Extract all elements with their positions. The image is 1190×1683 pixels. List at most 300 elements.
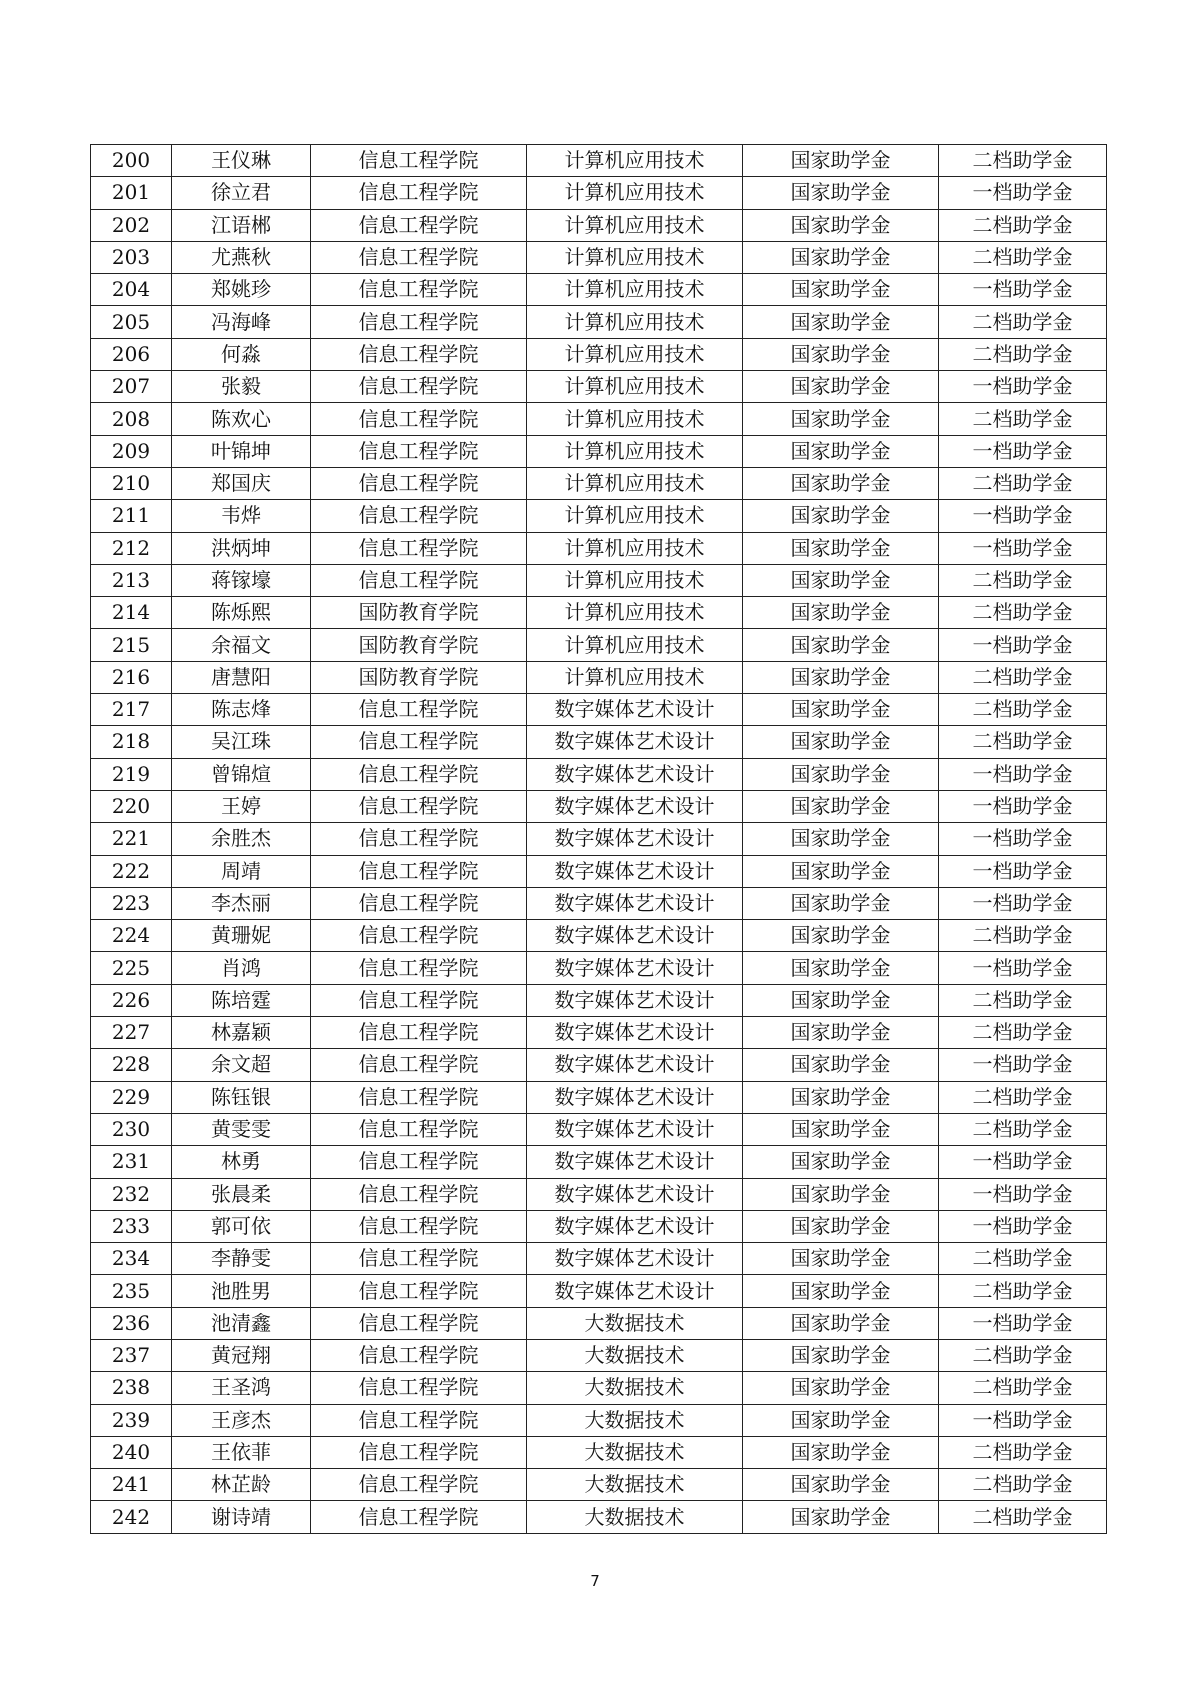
major-cell: 数字媒体艺术设计: [527, 694, 743, 726]
major-cell: 数字媒体艺术设计: [527, 1146, 743, 1178]
major-cell: 数字媒体艺术设计: [527, 823, 743, 855]
student-name-cell: 黄雯雯: [172, 1113, 311, 1145]
grant-level-cell: 一档助学金: [939, 855, 1107, 887]
table-row: [91, 177, 1107, 209]
student-name-cell: 何淼: [172, 338, 311, 370]
student-name-cell: 池胜男: [172, 1275, 311, 1307]
grant-level-cell: 二档助学金: [939, 661, 1107, 693]
row-index-cell: 208: [91, 403, 172, 435]
row-index-cell: 226: [91, 984, 172, 1016]
row-index-cell: 210: [91, 467, 172, 499]
row-index-cell: 227: [91, 1017, 172, 1049]
table-row: [91, 467, 1107, 499]
page-number: 7: [590, 1572, 600, 1590]
grant-type-cell: 国家助学金: [743, 145, 939, 177]
student-name-cell: 叶锦坤: [172, 435, 311, 467]
grant-level-cell: 二档助学金: [939, 241, 1107, 273]
scholarship-list-sheet: [90, 144, 1106, 1534]
college-cell: 国防教育学院: [311, 661, 527, 693]
table-row: [91, 1372, 1107, 1404]
table-row: [91, 1017, 1107, 1049]
grant-level-cell: 二档助学金: [939, 984, 1107, 1016]
grant-type-cell: 国家助学金: [743, 500, 939, 532]
row-index-cell: 242: [91, 1501, 172, 1533]
college-cell: 信息工程学院: [311, 1146, 527, 1178]
row-index-cell: 205: [91, 306, 172, 338]
student-name-cell: 江语郴: [172, 209, 311, 241]
college-cell: 信息工程学院: [311, 694, 527, 726]
row-index-cell: 238: [91, 1372, 172, 1404]
grant-level-cell: 二档助学金: [939, 145, 1107, 177]
college-cell: 信息工程学院: [311, 790, 527, 822]
student-name-cell: 陈志烽: [172, 694, 311, 726]
major-cell: 数字媒体艺术设计: [527, 1275, 743, 1307]
student-name-cell: 唐慧阳: [172, 661, 311, 693]
grant-type-cell: 国家助学金: [743, 177, 939, 209]
student-name-cell: 张毅: [172, 371, 311, 403]
college-cell: 信息工程学院: [311, 209, 527, 241]
row-index-cell: 224: [91, 920, 172, 952]
row-index-cell: 212: [91, 532, 172, 564]
row-index-cell: 229: [91, 1081, 172, 1113]
grant-level-cell: 二档助学金: [939, 1081, 1107, 1113]
college-cell: 信息工程学院: [311, 1372, 527, 1404]
row-index-cell: 225: [91, 952, 172, 984]
grant-level-cell: 一档助学金: [939, 1146, 1107, 1178]
college-cell: 信息工程学院: [311, 1436, 527, 1468]
grant-type-cell: 国家助学金: [743, 274, 939, 306]
grant-type-cell: 国家助学金: [743, 306, 939, 338]
college-cell: 信息工程学院: [311, 435, 527, 467]
grant-type-cell: 国家助学金: [743, 1436, 939, 1468]
major-cell: 计算机应用技术: [527, 371, 743, 403]
row-index-cell: 202: [91, 209, 172, 241]
grant-level-cell: 二档助学金: [939, 1469, 1107, 1501]
grant-level-cell: 二档助学金: [939, 1436, 1107, 1468]
table-row: [91, 629, 1107, 661]
table-row: [91, 435, 1107, 467]
college-cell: 信息工程学院: [311, 887, 527, 919]
row-index-cell: 217: [91, 694, 172, 726]
row-index-cell: 211: [91, 500, 172, 532]
student-name-cell: 李静雯: [172, 1243, 311, 1275]
grant-type-cell: 国家助学金: [743, 338, 939, 370]
student-name-cell: 陈培霆: [172, 984, 311, 1016]
college-cell: 信息工程学院: [311, 532, 527, 564]
table-row: [91, 1339, 1107, 1371]
major-cell: 数字媒体艺术设计: [527, 1017, 743, 1049]
table-row: [91, 306, 1107, 338]
major-cell: 计算机应用技术: [527, 597, 743, 629]
grant-level-cell: 二档助学金: [939, 306, 1107, 338]
major-cell: 计算机应用技术: [527, 500, 743, 532]
major-cell: 数字媒体艺术设计: [527, 758, 743, 790]
grant-type-cell: 国家助学金: [743, 1307, 939, 1339]
table-row: [91, 694, 1107, 726]
grant-level-cell: 一档助学金: [939, 629, 1107, 661]
grant-type-cell: 国家助学金: [743, 403, 939, 435]
row-index-cell: 232: [91, 1178, 172, 1210]
student-name-cell: 谢诗靖: [172, 1501, 311, 1533]
grant-type-cell: 国家助学金: [743, 467, 939, 499]
student-name-cell: 曾锦煊: [172, 758, 311, 790]
college-cell: 信息工程学院: [311, 1339, 527, 1371]
college-cell: 信息工程学院: [311, 1307, 527, 1339]
major-cell: 数字媒体艺术设计: [527, 790, 743, 822]
student-name-cell: 韦烨: [172, 500, 311, 532]
major-cell: 计算机应用技术: [527, 564, 743, 596]
major-cell: 数字媒体艺术设计: [527, 1243, 743, 1275]
grant-type-cell: 国家助学金: [743, 1146, 939, 1178]
major-cell: 计算机应用技术: [527, 209, 743, 241]
student-name-cell: 吴江珠: [172, 726, 311, 758]
major-cell: 数字媒体艺术设计: [527, 1049, 743, 1081]
grant-type-cell: 国家助学金: [743, 1049, 939, 1081]
grant-type-cell: 国家助学金: [743, 1372, 939, 1404]
grant-type-cell: 国家助学金: [743, 564, 939, 596]
table-row: [91, 338, 1107, 370]
grant-type-cell: 国家助学金: [743, 1339, 939, 1371]
grant-type-cell: 国家助学金: [743, 758, 939, 790]
major-cell: 计算机应用技术: [527, 145, 743, 177]
major-cell: 数字媒体艺术设计: [527, 1210, 743, 1242]
student-name-cell: 王仪琳: [172, 145, 311, 177]
college-cell: 信息工程学院: [311, 1049, 527, 1081]
row-index-cell: 206: [91, 338, 172, 370]
major-cell: 计算机应用技术: [527, 435, 743, 467]
grant-level-cell: 一档助学金: [939, 952, 1107, 984]
grant-level-cell: 二档助学金: [939, 209, 1107, 241]
grant-level-cell: 一档助学金: [939, 435, 1107, 467]
major-cell: 计算机应用技术: [527, 403, 743, 435]
row-index-cell: 237: [91, 1339, 172, 1371]
college-cell: 信息工程学院: [311, 145, 527, 177]
college-cell: 信息工程学院: [311, 177, 527, 209]
student-name-cell: 林芷龄: [172, 1469, 311, 1501]
grant-type-cell: 国家助学金: [743, 1469, 939, 1501]
college-cell: 信息工程学院: [311, 920, 527, 952]
college-cell: 信息工程学院: [311, 823, 527, 855]
student-name-cell: 王彦杰: [172, 1404, 311, 1436]
row-index-cell: 239: [91, 1404, 172, 1436]
student-name-cell: 冯海峰: [172, 306, 311, 338]
grant-type-cell: 国家助学金: [743, 1017, 939, 1049]
grant-level-cell: 二档助学金: [939, 1113, 1107, 1145]
major-cell: 计算机应用技术: [527, 241, 743, 273]
student-name-cell: 李杰丽: [172, 887, 311, 919]
table-row: [91, 500, 1107, 532]
student-name-cell: 尤燕秋: [172, 241, 311, 273]
student-table-body: [91, 145, 1107, 1534]
major-cell: 数字媒体艺术设计: [527, 726, 743, 758]
grant-level-cell: 二档助学金: [939, 597, 1107, 629]
grant-type-cell: 国家助学金: [743, 1501, 939, 1533]
grant-type-cell: 国家助学金: [743, 790, 939, 822]
college-cell: 信息工程学院: [311, 1113, 527, 1145]
student-name-cell: 徐立君: [172, 177, 311, 209]
major-cell: 数字媒体艺术设计: [527, 887, 743, 919]
grant-level-cell: 一档助学金: [939, 823, 1107, 855]
row-index-cell: 214: [91, 597, 172, 629]
grant-level-cell: 一档助学金: [939, 532, 1107, 564]
student-table: [90, 144, 1107, 1534]
college-cell: 国防教育学院: [311, 629, 527, 661]
table-row: [91, 1501, 1107, 1533]
table-row: [91, 209, 1107, 241]
row-index-cell: 233: [91, 1210, 172, 1242]
row-index-cell: 201: [91, 177, 172, 209]
college-cell: 信息工程学院: [311, 338, 527, 370]
grant-level-cell: 一档助学金: [939, 371, 1107, 403]
row-index-cell: 204: [91, 274, 172, 306]
major-cell: 计算机应用技术: [527, 274, 743, 306]
student-name-cell: 郑姚珍: [172, 274, 311, 306]
grant-level-cell: 一档助学金: [939, 1178, 1107, 1210]
major-cell: 计算机应用技术: [527, 661, 743, 693]
college-cell: 信息工程学院: [311, 1081, 527, 1113]
college-cell: 信息工程学院: [311, 1404, 527, 1436]
grant-type-cell: 国家助学金: [743, 887, 939, 919]
grant-type-cell: 国家助学金: [743, 371, 939, 403]
major-cell: 数字媒体艺术设计: [527, 1113, 743, 1145]
grant-level-cell: 一档助学金: [939, 887, 1107, 919]
grant-type-cell: 国家助学金: [743, 209, 939, 241]
major-cell: 数字媒体艺术设计: [527, 920, 743, 952]
row-index-cell: 241: [91, 1469, 172, 1501]
row-index-cell: 218: [91, 726, 172, 758]
college-cell: 信息工程学院: [311, 1210, 527, 1242]
grant-type-cell: 国家助学金: [743, 1178, 939, 1210]
table-row: [91, 952, 1107, 984]
college-cell: 信息工程学院: [311, 306, 527, 338]
college-cell: 信息工程学院: [311, 1501, 527, 1533]
table-row: [91, 1146, 1107, 1178]
row-index-cell: 207: [91, 371, 172, 403]
table-row: [91, 920, 1107, 952]
student-name-cell: 林嘉颖: [172, 1017, 311, 1049]
student-name-cell: 林勇: [172, 1146, 311, 1178]
major-cell: 计算机应用技术: [527, 338, 743, 370]
grant-level-cell: 二档助学金: [939, 467, 1107, 499]
row-index-cell: 220: [91, 790, 172, 822]
table-row: [91, 887, 1107, 919]
student-name-cell: 王依菲: [172, 1436, 311, 1468]
row-index-cell: 221: [91, 823, 172, 855]
row-index-cell: 234: [91, 1243, 172, 1275]
student-name-cell: 肖鸿: [172, 952, 311, 984]
table-row: [91, 403, 1107, 435]
table-row: [91, 984, 1107, 1016]
college-cell: 信息工程学院: [311, 274, 527, 306]
college-cell: 信息工程学院: [311, 500, 527, 532]
major-cell: 数字媒体艺术设计: [527, 855, 743, 887]
college-cell: 信息工程学院: [311, 371, 527, 403]
row-index-cell: 231: [91, 1146, 172, 1178]
grant-level-cell: 二档助学金: [939, 1243, 1107, 1275]
grant-type-cell: 国家助学金: [743, 1113, 939, 1145]
table-row: [91, 1178, 1107, 1210]
table-row: [91, 371, 1107, 403]
table-row: [91, 823, 1107, 855]
row-index-cell: 223: [91, 887, 172, 919]
table-row: [91, 758, 1107, 790]
student-name-cell: 余胜杰: [172, 823, 311, 855]
student-name-cell: 余福文: [172, 629, 311, 661]
grant-type-cell: 国家助学金: [743, 823, 939, 855]
table-row: [91, 532, 1107, 564]
college-cell: 信息工程学院: [311, 855, 527, 887]
table-row: [91, 274, 1107, 306]
row-index-cell: 219: [91, 758, 172, 790]
grant-level-cell: 二档助学金: [939, 726, 1107, 758]
grant-type-cell: 国家助学金: [743, 920, 939, 952]
college-cell: 信息工程学院: [311, 241, 527, 273]
row-index-cell: 240: [91, 1436, 172, 1468]
college-cell: 信息工程学院: [311, 1017, 527, 1049]
grant-level-cell: 一档助学金: [939, 1307, 1107, 1339]
grant-level-cell: 二档助学金: [939, 564, 1107, 596]
grant-level-cell: 二档助学金: [939, 1275, 1107, 1307]
table-row: [91, 1469, 1107, 1501]
table-row: [91, 564, 1107, 596]
table-row: [91, 1049, 1107, 1081]
major-cell: 数字媒体艺术设计: [527, 952, 743, 984]
grant-level-cell: 一档助学金: [939, 177, 1107, 209]
student-name-cell: 陈欢心: [172, 403, 311, 435]
row-index-cell: 222: [91, 855, 172, 887]
college-cell: 信息工程学院: [311, 1469, 527, 1501]
grant-level-cell: 二档助学金: [939, 1372, 1107, 1404]
student-name-cell: 郑国庆: [172, 467, 311, 499]
major-cell: 大数据技术: [527, 1469, 743, 1501]
grant-type-cell: 国家助学金: [743, 661, 939, 693]
student-name-cell: 王圣鸿: [172, 1372, 311, 1404]
grant-level-cell: 二档助学金: [939, 338, 1107, 370]
grant-level-cell: 一档助学金: [939, 500, 1107, 532]
grant-level-cell: 一档助学金: [939, 1404, 1107, 1436]
major-cell: 计算机应用技术: [527, 306, 743, 338]
grant-level-cell: 二档助学金: [939, 1017, 1107, 1049]
major-cell: 数字媒体艺术设计: [527, 1081, 743, 1113]
grant-type-cell: 国家助学金: [743, 241, 939, 273]
grant-type-cell: 国家助学金: [743, 532, 939, 564]
grant-type-cell: 国家助学金: [743, 694, 939, 726]
student-name-cell: 郭可依: [172, 1210, 311, 1242]
grant-level-cell: 二档助学金: [939, 1501, 1107, 1533]
college-cell: 信息工程学院: [311, 564, 527, 596]
grant-type-cell: 国家助学金: [743, 1081, 939, 1113]
grant-type-cell: 国家助学金: [743, 1243, 939, 1275]
student-name-cell: 黄冠翔: [172, 1339, 311, 1371]
grant-level-cell: 二档助学金: [939, 1339, 1107, 1371]
college-cell: 信息工程学院: [311, 467, 527, 499]
table-row: [91, 726, 1107, 758]
table-row: [91, 661, 1107, 693]
college-cell: 信息工程学院: [311, 1178, 527, 1210]
grant-type-cell: 国家助学金: [743, 1404, 939, 1436]
row-index-cell: 235: [91, 1275, 172, 1307]
grant-level-cell: 一档助学金: [939, 1210, 1107, 1242]
student-name-cell: 陈烁熙: [172, 597, 311, 629]
row-index-cell: 230: [91, 1113, 172, 1145]
major-cell: 大数据技术: [527, 1307, 743, 1339]
major-cell: 大数据技术: [527, 1404, 743, 1436]
college-cell: 信息工程学院: [311, 984, 527, 1016]
grant-level-cell: 一档助学金: [939, 758, 1107, 790]
student-name-cell: 池清鑫: [172, 1307, 311, 1339]
grant-level-cell: 一档助学金: [939, 1049, 1107, 1081]
student-name-cell: 陈钰银: [172, 1081, 311, 1113]
table-row: [91, 145, 1107, 177]
college-cell: 信息工程学院: [311, 403, 527, 435]
major-cell: 大数据技术: [527, 1339, 743, 1371]
table-row: [91, 1404, 1107, 1436]
grant-type-cell: 国家助学金: [743, 984, 939, 1016]
row-index-cell: 203: [91, 241, 172, 273]
table-row: [91, 1210, 1107, 1242]
table-row: [91, 241, 1107, 273]
grant-level-cell: 二档助学金: [939, 403, 1107, 435]
student-name-cell: 蒋镓壕: [172, 564, 311, 596]
table-row: [91, 1243, 1107, 1275]
grant-level-cell: 二档助学金: [939, 694, 1107, 726]
major-cell: 大数据技术: [527, 1436, 743, 1468]
student-name-cell: 余文超: [172, 1049, 311, 1081]
grant-type-cell: 国家助学金: [743, 435, 939, 467]
grant-type-cell: 国家助学金: [743, 726, 939, 758]
table-row: [91, 790, 1107, 822]
table-row: [91, 597, 1107, 629]
student-name-cell: 黄珊妮: [172, 920, 311, 952]
row-index-cell: 215: [91, 629, 172, 661]
student-name-cell: 周靖: [172, 855, 311, 887]
college-cell: 信息工程学院: [311, 1275, 527, 1307]
grant-type-cell: 国家助学金: [743, 597, 939, 629]
major-cell: 计算机应用技术: [527, 629, 743, 661]
major-cell: 计算机应用技术: [527, 467, 743, 499]
college-cell: 信息工程学院: [311, 1243, 527, 1275]
student-name-cell: 张晨柔: [172, 1178, 311, 1210]
grant-type-cell: 国家助学金: [743, 855, 939, 887]
grant-type-cell: 国家助学金: [743, 1210, 939, 1242]
grant-level-cell: 二档助学金: [939, 920, 1107, 952]
grant-type-cell: 国家助学金: [743, 1275, 939, 1307]
student-name-cell: 王婷: [172, 790, 311, 822]
major-cell: 大数据技术: [527, 1372, 743, 1404]
grant-level-cell: 一档助学金: [939, 274, 1107, 306]
grant-type-cell: 国家助学金: [743, 952, 939, 984]
major-cell: 大数据技术: [527, 1501, 743, 1533]
table-row: [91, 1307, 1107, 1339]
student-name-cell: 洪炳坤: [172, 532, 311, 564]
major-cell: 计算机应用技术: [527, 532, 743, 564]
college-cell: 国防教育学院: [311, 597, 527, 629]
major-cell: 计算机应用技术: [527, 177, 743, 209]
table-row: [91, 855, 1107, 887]
row-index-cell: 209: [91, 435, 172, 467]
table-row: [91, 1275, 1107, 1307]
row-index-cell: 216: [91, 661, 172, 693]
table-row: [91, 1113, 1107, 1145]
row-index-cell: 200: [91, 145, 172, 177]
table-row: [91, 1081, 1107, 1113]
college-cell: 信息工程学院: [311, 952, 527, 984]
college-cell: 信息工程学院: [311, 758, 527, 790]
row-index-cell: 236: [91, 1307, 172, 1339]
college-cell: 信息工程学院: [311, 726, 527, 758]
table-row: [91, 1436, 1107, 1468]
grant-level-cell: 一档助学金: [939, 790, 1107, 822]
